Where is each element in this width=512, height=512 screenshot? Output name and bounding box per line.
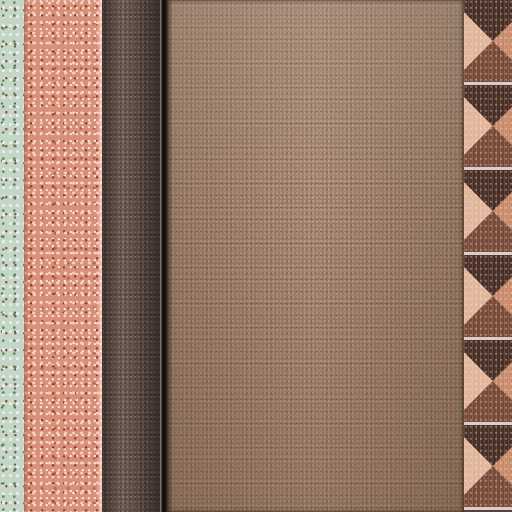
pyramid-tile bbox=[464, 0, 512, 85]
pyramid-tile bbox=[464, 255, 512, 340]
salmon-terrazzo-strip bbox=[24, 0, 102, 512]
mint-terrazzo-strip bbox=[0, 0, 24, 512]
pyramid-tile bbox=[464, 340, 512, 425]
pyramid-tile bbox=[464, 170, 512, 255]
pyramid-tile bbox=[464, 85, 512, 170]
dark-metal-strip bbox=[102, 0, 160, 512]
bronze-sparkle-panel bbox=[168, 0, 464, 512]
pyramid-tile bbox=[464, 425, 512, 510]
black-gap bbox=[160, 0, 168, 512]
pyramid-tile-strip bbox=[464, 0, 512, 512]
